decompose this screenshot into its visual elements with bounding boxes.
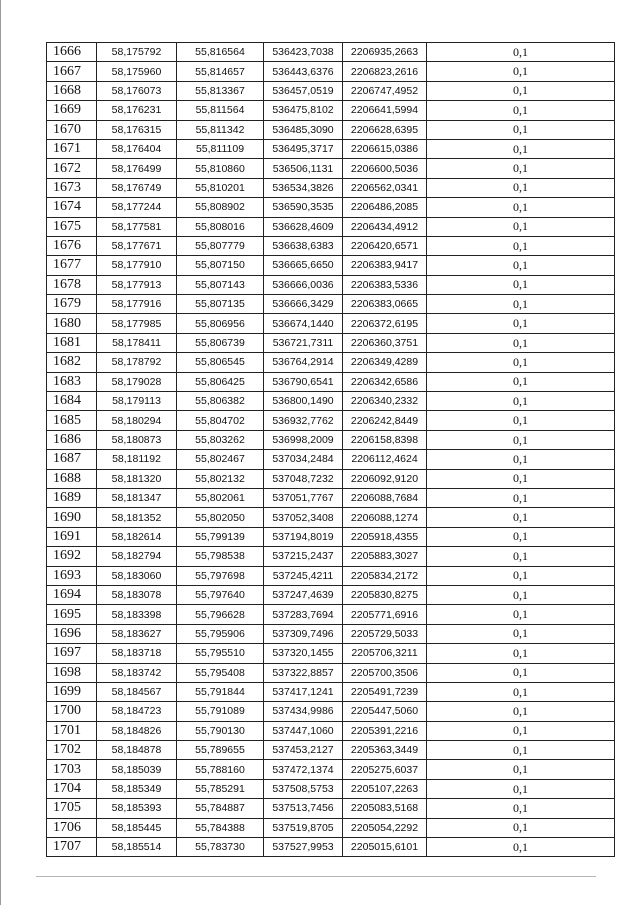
point-number-cell: 1692 xyxy=(47,547,97,566)
longitude-cell: 55,795510 xyxy=(177,644,264,663)
longitude-cell: 55,811342 xyxy=(177,120,264,139)
accuracy-cell: 0,1 xyxy=(427,799,615,818)
accuracy-cell: 0,1 xyxy=(427,275,615,294)
longitude-cell: 55,811564 xyxy=(177,101,264,120)
accuracy-cell: 0,1 xyxy=(427,314,615,333)
x-coordinate-cell: 536457,0519 xyxy=(264,81,343,100)
point-number-cell: 1676 xyxy=(47,236,97,255)
x-coordinate-cell: 537527,9953 xyxy=(264,838,343,857)
longitude-cell: 55,790130 xyxy=(177,721,264,740)
table-row xyxy=(47,760,615,779)
table-row xyxy=(47,372,615,391)
point-number-cell: 1688 xyxy=(47,469,97,488)
point-number-cell: 1671 xyxy=(47,139,97,158)
latitude-cell: 58,183627 xyxy=(97,624,177,643)
accuracy-cell: 0,1 xyxy=(427,488,615,507)
longitude-cell: 55,783730 xyxy=(177,838,264,857)
longitude-cell: 55,799139 xyxy=(177,527,264,546)
x-coordinate-cell: 536495,3717 xyxy=(264,139,343,158)
table-row xyxy=(47,547,615,566)
x-coordinate-cell: 537453,2127 xyxy=(264,741,343,760)
latitude-cell: 58,180294 xyxy=(97,411,177,430)
table-row xyxy=(47,605,615,624)
point-number-cell: 1706 xyxy=(47,818,97,837)
point-number-cell: 1679 xyxy=(47,295,97,314)
accuracy-cell: 0,1 xyxy=(427,411,615,430)
table-row xyxy=(47,488,615,507)
point-number-cell: 1703 xyxy=(47,760,97,779)
y-coordinate-cell: 2205918,4355 xyxy=(343,527,427,546)
longitude-cell: 55,785291 xyxy=(177,779,264,798)
table-row xyxy=(47,702,615,721)
table-row xyxy=(47,217,615,236)
y-coordinate-cell: 2205015,6101 xyxy=(343,838,427,857)
accuracy-cell: 0,1 xyxy=(427,741,615,760)
point-number-cell: 1683 xyxy=(47,372,97,391)
x-coordinate-cell: 537051,7767 xyxy=(264,488,343,507)
accuracy-cell: 0,1 xyxy=(427,779,615,798)
table-row xyxy=(47,314,615,333)
y-coordinate-cell: 2206383,5336 xyxy=(343,275,427,294)
point-number-cell: 1669 xyxy=(47,101,97,120)
accuracy-cell: 0,1 xyxy=(427,198,615,217)
y-coordinate-cell: 2206242,8449 xyxy=(343,411,427,430)
point-number-cell: 1673 xyxy=(47,178,97,197)
point-number-cell: 1690 xyxy=(47,508,97,527)
longitude-cell: 55,808902 xyxy=(177,198,264,217)
table-row xyxy=(47,721,615,740)
point-number-cell: 1684 xyxy=(47,392,97,411)
point-number-cell: 1698 xyxy=(47,663,97,682)
y-coordinate-cell: 2206486,2085 xyxy=(343,198,427,217)
point-number-cell: 1693 xyxy=(47,566,97,585)
accuracy-cell: 0,1 xyxy=(427,547,615,566)
latitude-cell: 58,184723 xyxy=(97,702,177,721)
longitude-cell: 55,814657 xyxy=(177,62,264,81)
longitude-cell: 55,806425 xyxy=(177,372,264,391)
coordinates-table-body xyxy=(47,43,615,857)
y-coordinate-cell: 2206615,0386 xyxy=(343,139,427,158)
y-coordinate-cell: 2206360,3751 xyxy=(343,333,427,352)
x-coordinate-cell: 537283,7694 xyxy=(264,605,343,624)
point-number-cell: 1681 xyxy=(47,333,97,352)
x-coordinate-cell: 536932,7762 xyxy=(264,411,343,430)
latitude-cell: 58,176231 xyxy=(97,101,177,120)
latitude-cell: 58,183742 xyxy=(97,663,177,682)
longitude-cell: 55,784887 xyxy=(177,799,264,818)
longitude-cell: 55,798538 xyxy=(177,547,264,566)
table-row xyxy=(47,450,615,469)
longitude-cell: 55,807150 xyxy=(177,256,264,275)
accuracy-cell: 0,1 xyxy=(427,469,615,488)
y-coordinate-cell: 2205054,2292 xyxy=(343,818,427,837)
y-coordinate-cell: 2206628,6395 xyxy=(343,120,427,139)
y-coordinate-cell: 2206342,6586 xyxy=(343,372,427,391)
accuracy-cell: 0,1 xyxy=(427,566,615,585)
y-coordinate-cell: 2206088,7684 xyxy=(343,488,427,507)
y-coordinate-cell: 2206747,4952 xyxy=(343,81,427,100)
latitude-cell: 58,178411 xyxy=(97,333,177,352)
latitude-cell: 58,183060 xyxy=(97,566,177,585)
y-coordinate-cell: 2206088,1274 xyxy=(343,508,427,527)
x-coordinate-cell: 537247,4639 xyxy=(264,585,343,604)
latitude-cell: 58,179028 xyxy=(97,372,177,391)
accuracy-cell: 0,1 xyxy=(427,430,615,449)
x-coordinate-cell: 536674,1440 xyxy=(264,314,343,333)
coordinates-table xyxy=(46,42,615,857)
accuracy-cell: 0,1 xyxy=(427,838,615,857)
x-coordinate-cell: 536534,3826 xyxy=(264,178,343,197)
y-coordinate-cell: 2206383,9417 xyxy=(343,256,427,275)
latitude-cell: 58,183078 xyxy=(97,585,177,604)
x-coordinate-cell: 537434,9986 xyxy=(264,702,343,721)
table-row xyxy=(47,353,615,372)
latitude-cell: 58,175960 xyxy=(97,62,177,81)
table-row xyxy=(47,527,615,546)
y-coordinate-cell: 2205706,3211 xyxy=(343,644,427,663)
y-coordinate-cell: 2205275,6037 xyxy=(343,760,427,779)
point-number-cell: 1694 xyxy=(47,585,97,604)
x-coordinate-cell: 536638,6383 xyxy=(264,236,343,255)
point-number-cell: 1686 xyxy=(47,430,97,449)
latitude-cell: 58,177244 xyxy=(97,198,177,217)
latitude-cell: 58,177581 xyxy=(97,217,177,236)
y-coordinate-cell: 2206372,6195 xyxy=(343,314,427,333)
y-coordinate-cell: 2205107,2263 xyxy=(343,779,427,798)
latitude-cell: 58,176073 xyxy=(97,81,177,100)
point-number-cell: 1702 xyxy=(47,741,97,760)
latitude-cell: 58,185039 xyxy=(97,760,177,779)
table-row xyxy=(47,585,615,604)
table-row xyxy=(47,333,615,352)
latitude-cell: 58,185514 xyxy=(97,838,177,857)
point-number-cell: 1689 xyxy=(47,488,97,507)
longitude-cell: 55,807135 xyxy=(177,295,264,314)
x-coordinate-cell: 536506,1131 xyxy=(264,159,343,178)
latitude-cell: 58,177916 xyxy=(97,295,177,314)
longitude-cell: 55,797698 xyxy=(177,566,264,585)
point-number-cell: 1685 xyxy=(47,411,97,430)
longitude-cell: 55,804702 xyxy=(177,411,264,430)
table-row xyxy=(47,101,615,120)
table-row xyxy=(47,469,615,488)
point-number-cell: 1687 xyxy=(47,450,97,469)
x-coordinate-cell: 537447,1060 xyxy=(264,721,343,740)
latitude-cell: 58,177985 xyxy=(97,314,177,333)
x-coordinate-cell: 537508,5753 xyxy=(264,779,343,798)
x-coordinate-cell: 537194,8019 xyxy=(264,527,343,546)
latitude-cell: 58,181347 xyxy=(97,488,177,507)
latitude-cell: 58,176404 xyxy=(97,139,177,158)
point-number-cell: 1704 xyxy=(47,779,97,798)
y-coordinate-cell: 2206158,8398 xyxy=(343,430,427,449)
x-coordinate-cell: 536790,6541 xyxy=(264,372,343,391)
latitude-cell: 58,177913 xyxy=(97,275,177,294)
longitude-cell: 55,802467 xyxy=(177,450,264,469)
x-coordinate-cell: 537215,2437 xyxy=(264,547,343,566)
accuracy-cell: 0,1 xyxy=(427,217,615,236)
accuracy-cell: 0,1 xyxy=(427,139,615,158)
accuracy-cell: 0,1 xyxy=(427,236,615,255)
point-number-cell: 1680 xyxy=(47,314,97,333)
latitude-cell: 58,183398 xyxy=(97,605,177,624)
x-coordinate-cell: 537320,1455 xyxy=(264,644,343,663)
longitude-cell: 55,806739 xyxy=(177,333,264,352)
longitude-cell: 55,791089 xyxy=(177,702,264,721)
latitude-cell: 58,184826 xyxy=(97,721,177,740)
latitude-cell: 58,175792 xyxy=(97,43,177,62)
longitude-cell: 55,806545 xyxy=(177,353,264,372)
latitude-cell: 58,179113 xyxy=(97,392,177,411)
latitude-cell: 58,176315 xyxy=(97,120,177,139)
table-row xyxy=(47,663,615,682)
longitude-cell: 55,797640 xyxy=(177,585,264,604)
y-coordinate-cell: 2206349,4289 xyxy=(343,353,427,372)
latitude-cell: 58,185445 xyxy=(97,818,177,837)
table-row xyxy=(47,43,615,62)
point-number-cell: 1678 xyxy=(47,275,97,294)
point-number-cell: 1670 xyxy=(47,120,97,139)
accuracy-cell: 0,1 xyxy=(427,62,615,81)
accuracy-cell: 0,1 xyxy=(427,721,615,740)
point-number-cell: 1701 xyxy=(47,721,97,740)
x-coordinate-cell: 537322,8857 xyxy=(264,663,343,682)
accuracy-cell: 0,1 xyxy=(427,760,615,779)
accuracy-cell: 0,1 xyxy=(427,624,615,643)
table-row xyxy=(47,295,615,314)
y-coordinate-cell: 2206562,0341 xyxy=(343,178,427,197)
longitude-cell: 55,811109 xyxy=(177,139,264,158)
x-coordinate-cell: 536590,3535 xyxy=(264,198,343,217)
latitude-cell: 58,176749 xyxy=(97,178,177,197)
longitude-cell: 55,784388 xyxy=(177,818,264,837)
table-row xyxy=(47,198,615,217)
y-coordinate-cell: 2205083,5168 xyxy=(343,799,427,818)
y-coordinate-cell: 2205834,2172 xyxy=(343,566,427,585)
longitude-cell: 55,795906 xyxy=(177,624,264,643)
y-coordinate-cell: 2206935,2663 xyxy=(343,43,427,62)
point-number-cell: 1682 xyxy=(47,353,97,372)
longitude-cell: 55,791844 xyxy=(177,682,264,701)
longitude-cell: 55,795408 xyxy=(177,663,264,682)
x-coordinate-cell: 537245,4211 xyxy=(264,566,343,585)
table-row xyxy=(47,178,615,197)
point-number-cell: 1667 xyxy=(47,62,97,81)
y-coordinate-cell: 2206823,2616 xyxy=(343,62,427,81)
table-row xyxy=(47,236,615,255)
longitude-cell: 55,802061 xyxy=(177,488,264,507)
x-coordinate-cell: 537513,7456 xyxy=(264,799,343,818)
longitude-cell: 55,802132 xyxy=(177,469,264,488)
longitude-cell: 55,788160 xyxy=(177,760,264,779)
table-row xyxy=(47,682,615,701)
longitude-cell: 55,802050 xyxy=(177,508,264,527)
latitude-cell: 58,181352 xyxy=(97,508,177,527)
point-number-cell: 1707 xyxy=(47,838,97,857)
latitude-cell: 58,181192 xyxy=(97,450,177,469)
table-row xyxy=(47,62,615,81)
y-coordinate-cell: 2206112,4624 xyxy=(343,450,427,469)
accuracy-cell: 0,1 xyxy=(427,450,615,469)
longitude-cell: 55,806956 xyxy=(177,314,264,333)
y-coordinate-cell: 2205363,3449 xyxy=(343,741,427,760)
point-number-cell: 1672 xyxy=(47,159,97,178)
accuracy-cell: 0,1 xyxy=(427,585,615,604)
accuracy-cell: 0,1 xyxy=(427,527,615,546)
page-left-edge xyxy=(0,0,1,905)
point-number-cell: 1674 xyxy=(47,198,97,217)
accuracy-cell: 0,1 xyxy=(427,159,615,178)
x-coordinate-cell: 537519,8705 xyxy=(264,818,343,837)
x-coordinate-cell: 536443,6376 xyxy=(264,62,343,81)
x-coordinate-cell: 537417,1241 xyxy=(264,682,343,701)
accuracy-cell: 0,1 xyxy=(427,605,615,624)
accuracy-cell: 0,1 xyxy=(427,43,615,62)
accuracy-cell: 0,1 xyxy=(427,663,615,682)
x-coordinate-cell: 536423,7038 xyxy=(264,43,343,62)
longitude-cell: 55,807143 xyxy=(177,275,264,294)
y-coordinate-cell: 2206092,9120 xyxy=(343,469,427,488)
accuracy-cell: 0,1 xyxy=(427,256,615,275)
table-row xyxy=(47,779,615,798)
point-number-cell: 1677 xyxy=(47,256,97,275)
accuracy-cell: 0,1 xyxy=(427,644,615,663)
x-coordinate-cell: 536475,8102 xyxy=(264,101,343,120)
point-number-cell: 1675 xyxy=(47,217,97,236)
x-coordinate-cell: 537048,7232 xyxy=(264,469,343,488)
table-row xyxy=(47,81,615,100)
y-coordinate-cell: 2205830,8275 xyxy=(343,585,427,604)
longitude-cell: 55,810201 xyxy=(177,178,264,197)
longitude-cell: 55,796628 xyxy=(177,605,264,624)
table-row xyxy=(47,256,615,275)
longitude-cell: 55,806382 xyxy=(177,392,264,411)
accuracy-cell: 0,1 xyxy=(427,702,615,721)
latitude-cell: 58,184878 xyxy=(97,741,177,760)
latitude-cell: 58,178792 xyxy=(97,353,177,372)
x-coordinate-cell: 536485,3090 xyxy=(264,120,343,139)
y-coordinate-cell: 2206434,4912 xyxy=(343,217,427,236)
accuracy-cell: 0,1 xyxy=(427,101,615,120)
y-coordinate-cell: 2205883,3027 xyxy=(343,547,427,566)
table-row xyxy=(47,120,615,139)
x-coordinate-cell: 537052,3408 xyxy=(264,508,343,527)
table-row xyxy=(47,392,615,411)
accuracy-cell: 0,1 xyxy=(427,120,615,139)
x-coordinate-cell: 536665,6650 xyxy=(264,256,343,275)
x-coordinate-cell: 537034,2484 xyxy=(264,450,343,469)
accuracy-cell: 0,1 xyxy=(427,353,615,372)
table-row xyxy=(47,644,615,663)
x-coordinate-cell: 536628,4609 xyxy=(264,217,343,236)
longitude-cell: 55,810860 xyxy=(177,159,264,178)
accuracy-cell: 0,1 xyxy=(427,508,615,527)
accuracy-cell: 0,1 xyxy=(427,81,615,100)
latitude-cell: 58,185349 xyxy=(97,779,177,798)
longitude-cell: 55,808016 xyxy=(177,217,264,236)
y-coordinate-cell: 2205729,5033 xyxy=(343,624,427,643)
table-row xyxy=(47,838,615,857)
y-coordinate-cell: 2206600,5036 xyxy=(343,159,427,178)
x-coordinate-cell: 536666,0036 xyxy=(264,275,343,294)
table-row xyxy=(47,508,615,527)
latitude-cell: 58,185393 xyxy=(97,799,177,818)
y-coordinate-cell: 2205700,3506 xyxy=(343,663,427,682)
latitude-cell: 58,177910 xyxy=(97,256,177,275)
point-number-cell: 1699 xyxy=(47,682,97,701)
longitude-cell: 55,816564 xyxy=(177,43,264,62)
x-coordinate-cell: 536800,1490 xyxy=(264,392,343,411)
accuracy-cell: 0,1 xyxy=(427,682,615,701)
latitude-cell: 58,184567 xyxy=(97,682,177,701)
page-bottom-rule xyxy=(36,876,596,877)
longitude-cell: 55,803262 xyxy=(177,430,264,449)
table-row xyxy=(47,411,615,430)
y-coordinate-cell: 2206420,6571 xyxy=(343,236,427,255)
table-row xyxy=(47,741,615,760)
accuracy-cell: 0,1 xyxy=(427,178,615,197)
y-coordinate-cell: 2206383,0665 xyxy=(343,295,427,314)
x-coordinate-cell: 537472,1374 xyxy=(264,760,343,779)
point-number-cell: 1705 xyxy=(47,799,97,818)
longitude-cell: 55,789655 xyxy=(177,741,264,760)
latitude-cell: 58,183718 xyxy=(97,644,177,663)
latitude-cell: 58,182614 xyxy=(97,527,177,546)
x-coordinate-cell: 536666,3429 xyxy=(264,295,343,314)
table-row xyxy=(47,818,615,837)
y-coordinate-cell: 2205771,6916 xyxy=(343,605,427,624)
latitude-cell: 58,180873 xyxy=(97,430,177,449)
table-row xyxy=(47,566,615,585)
x-coordinate-cell: 537309,7496 xyxy=(264,624,343,643)
accuracy-cell: 0,1 xyxy=(427,372,615,391)
accuracy-cell: 0,1 xyxy=(427,818,615,837)
table-row xyxy=(47,139,615,158)
accuracy-cell: 0,1 xyxy=(427,333,615,352)
longitude-cell: 55,807779 xyxy=(177,236,264,255)
y-coordinate-cell: 2206340,2332 xyxy=(343,392,427,411)
point-number-cell: 1666 xyxy=(47,43,97,62)
y-coordinate-cell: 2205447,5060 xyxy=(343,702,427,721)
point-number-cell: 1668 xyxy=(47,81,97,100)
latitude-cell: 58,182794 xyxy=(97,547,177,566)
latitude-cell: 58,176499 xyxy=(97,159,177,178)
y-coordinate-cell: 2205491,7239 xyxy=(343,682,427,701)
table-row xyxy=(47,275,615,294)
x-coordinate-cell: 536721,7311 xyxy=(264,333,343,352)
point-number-cell: 1700 xyxy=(47,702,97,721)
x-coordinate-cell: 536764,2914 xyxy=(264,353,343,372)
point-number-cell: 1696 xyxy=(47,624,97,643)
table-row xyxy=(47,799,615,818)
y-coordinate-cell: 2206641,5994 xyxy=(343,101,427,120)
table-row xyxy=(47,624,615,643)
latitude-cell: 58,177671 xyxy=(97,236,177,255)
y-coordinate-cell: 2205391,2216 xyxy=(343,721,427,740)
accuracy-cell: 0,1 xyxy=(427,295,615,314)
accuracy-cell: 0,1 xyxy=(427,392,615,411)
table-row xyxy=(47,159,615,178)
x-coordinate-cell: 536998,2009 xyxy=(264,430,343,449)
point-number-cell: 1697 xyxy=(47,644,97,663)
latitude-cell: 58,181320 xyxy=(97,469,177,488)
longitude-cell: 55,813367 xyxy=(177,81,264,100)
point-number-cell: 1691 xyxy=(47,527,97,546)
table-row xyxy=(47,430,615,449)
point-number-cell: 1695 xyxy=(47,605,97,624)
